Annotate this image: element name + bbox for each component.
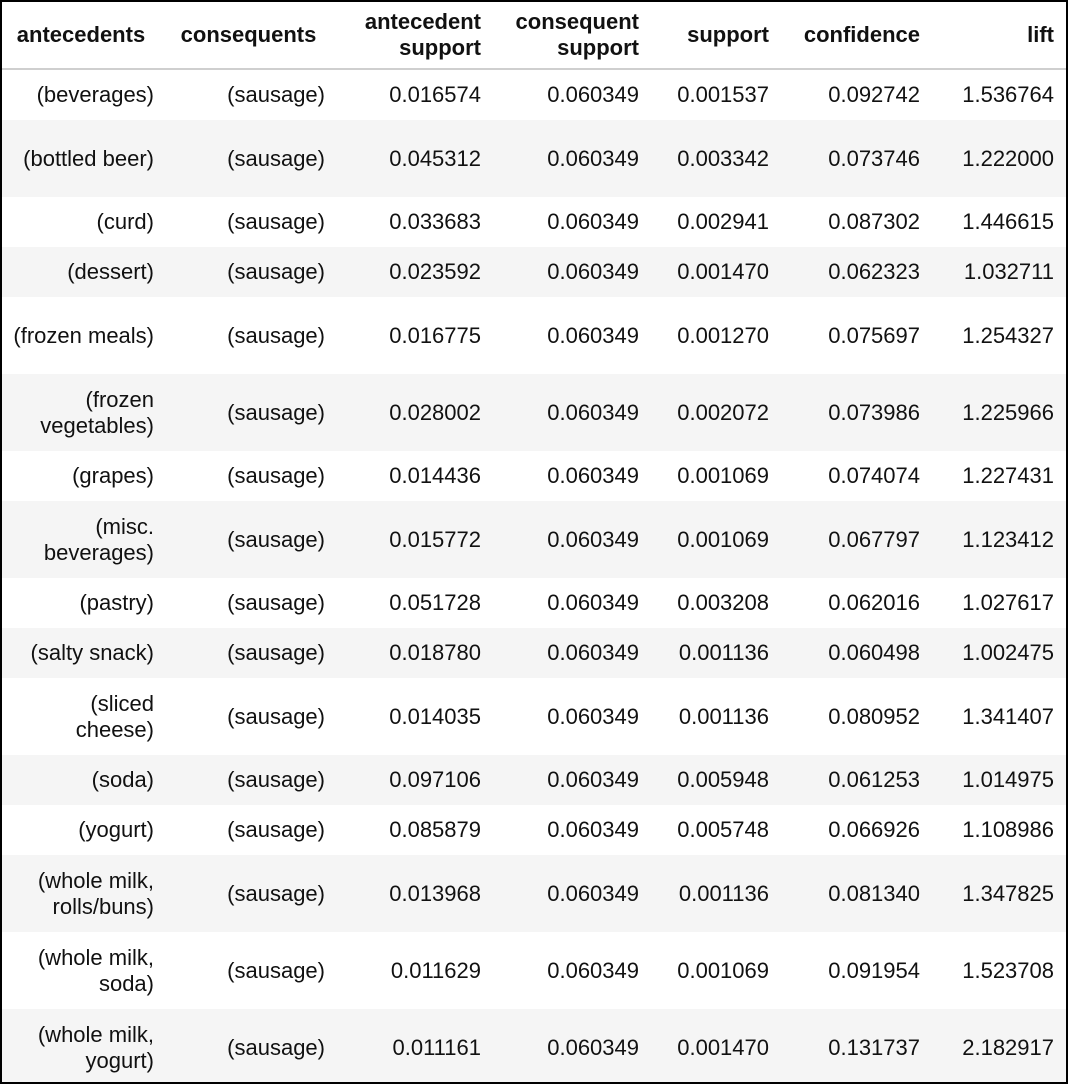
support-cell: 0.001537	[651, 69, 781, 120]
lift-cell: 1.222000	[932, 120, 1066, 197]
antecedents-cell: (whole milk, yogurt)	[2, 1009, 166, 1084]
column-header-lift: lift	[932, 2, 1066, 69]
support-cell: 0.002941	[651, 197, 781, 247]
antecedents-cell: (frozen meals)	[2, 297, 166, 374]
antecedent-support-cell: 0.011161	[337, 1009, 493, 1084]
consequents-cell: (sausage)	[166, 247, 337, 297]
support-cell: 0.002072	[651, 374, 781, 451]
support-cell: 0.001069	[651, 451, 781, 501]
antecedent-support-cell: 0.014035	[337, 678, 493, 755]
header-row	[2, 2, 1066, 69]
antecedent-support-cell: 0.015772	[337, 501, 493, 578]
antecedents-cell: (beverages)	[2, 69, 166, 120]
consequents-cell: (sausage)	[166, 678, 337, 755]
consequents-cell: (sausage)	[166, 120, 337, 197]
support-cell: 0.001069	[651, 501, 781, 578]
lift-cell: 1.225966	[932, 374, 1066, 451]
antecedents-cell: (sliced cheese)	[2, 678, 166, 755]
lift-cell: 1.536764	[932, 69, 1066, 120]
lift-cell: 1.341407	[932, 678, 1066, 755]
table-row	[2, 451, 1066, 501]
consequents-cell: (sausage)	[166, 451, 337, 501]
antecedent-support-cell: 0.014436	[337, 451, 493, 501]
antecedent-support-cell: 0.016775	[337, 297, 493, 374]
table-row	[2, 678, 1066, 755]
table-row	[2, 855, 1066, 932]
confidence-cell: 0.062323	[781, 247, 932, 297]
confidence-cell: 0.081340	[781, 855, 932, 932]
consequent-support-cell: 0.060349	[493, 855, 651, 932]
antecedent-support-cell: 0.045312	[337, 120, 493, 197]
antecedent-support-cell: 0.033683	[337, 197, 493, 247]
association-rules-table	[2, 2, 1066, 1084]
support-cell: 0.001136	[651, 855, 781, 932]
confidence-cell: 0.067797	[781, 501, 932, 578]
consequent-support-cell: 0.060349	[493, 297, 651, 374]
consequents-cell: (sausage)	[166, 805, 337, 855]
consequents-cell: (sausage)	[166, 578, 337, 628]
antecedent-support-cell: 0.013968	[337, 855, 493, 932]
antecedents-cell: (salty snack)	[2, 628, 166, 678]
lift-cell: 1.014975	[932, 755, 1066, 805]
support-cell: 0.003342	[651, 120, 781, 197]
antecedents-cell: (soda)	[2, 755, 166, 805]
confidence-cell: 0.061253	[781, 755, 932, 805]
confidence-cell: 0.080952	[781, 678, 932, 755]
antecedents-cell: (grapes)	[2, 451, 166, 501]
table-row	[2, 501, 1066, 578]
lift-cell: 1.446615	[932, 197, 1066, 247]
table-row	[2, 247, 1066, 297]
antecedents-cell: (whole milk, soda)	[2, 932, 166, 1009]
consequents-cell: (sausage)	[166, 932, 337, 1009]
lift-cell: 1.108986	[932, 805, 1066, 855]
table-row	[2, 297, 1066, 374]
consequent-support-cell: 0.060349	[493, 628, 651, 678]
table-row	[2, 578, 1066, 628]
consequent-support-cell: 0.060349	[493, 578, 651, 628]
consequent-support-cell: 0.060349	[493, 374, 651, 451]
table-row	[2, 120, 1066, 197]
lift-cell: 1.227431	[932, 451, 1066, 501]
consequents-cell: (sausage)	[166, 297, 337, 374]
consequents-cell: (sausage)	[166, 855, 337, 932]
consequent-support-cell: 0.060349	[493, 247, 651, 297]
table-row	[2, 197, 1066, 247]
column-header-antecedents: antecedents	[2, 2, 166, 69]
confidence-cell: 0.062016	[781, 578, 932, 628]
support-cell: 0.001470	[651, 247, 781, 297]
antecedents-cell: (dessert)	[2, 247, 166, 297]
consequent-support-cell: 0.060349	[493, 678, 651, 755]
antecedents-cell: (whole milk, rolls/buns)	[2, 855, 166, 932]
antecedent-support-cell: 0.085879	[337, 805, 493, 855]
consequent-support-cell: 0.060349	[493, 755, 651, 805]
column-header-confidence: confidence	[781, 2, 932, 69]
confidence-cell: 0.075697	[781, 297, 932, 374]
lift-cell: 1.347825	[932, 855, 1066, 932]
table-header	[2, 2, 1066, 69]
table-row	[2, 932, 1066, 1009]
antecedents-cell: (yogurt)	[2, 805, 166, 855]
consequent-support-cell: 0.060349	[493, 120, 651, 197]
column-header-consequent-support: consequent support	[493, 2, 651, 69]
lift-cell: 1.254327	[932, 297, 1066, 374]
table-body	[2, 69, 1066, 1084]
consequents-cell: (sausage)	[166, 628, 337, 678]
support-cell: 0.005948	[651, 755, 781, 805]
confidence-cell: 0.073746	[781, 120, 932, 197]
consequent-support-cell: 0.060349	[493, 1009, 651, 1084]
consequents-cell: (sausage)	[166, 501, 337, 578]
column-header-consequents: consequents	[166, 2, 337, 69]
confidence-cell: 0.060498	[781, 628, 932, 678]
support-cell: 0.001470	[651, 1009, 781, 1084]
antecedents-cell: (bottled beer)	[2, 120, 166, 197]
consequent-support-cell: 0.060349	[493, 501, 651, 578]
antecedent-support-cell: 0.023592	[337, 247, 493, 297]
table-row	[2, 69, 1066, 120]
confidence-cell: 0.092742	[781, 69, 932, 120]
confidence-cell: 0.073986	[781, 374, 932, 451]
lift-cell: 1.032711	[932, 247, 1066, 297]
confidence-cell: 0.091954	[781, 932, 932, 1009]
lift-cell: 1.027617	[932, 578, 1066, 628]
antecedents-cell: (frozen vegetables)	[2, 374, 166, 451]
column-header-antecedent-support: antecedent support	[337, 2, 493, 69]
consequent-support-cell: 0.060349	[493, 451, 651, 501]
antecedent-support-cell: 0.028002	[337, 374, 493, 451]
consequents-cell: (sausage)	[166, 197, 337, 247]
confidence-cell: 0.066926	[781, 805, 932, 855]
table-row	[2, 628, 1066, 678]
consequents-cell: (sausage)	[166, 69, 337, 120]
consequent-support-cell: 0.060349	[493, 69, 651, 120]
antecedent-support-cell: 0.016574	[337, 69, 493, 120]
support-cell: 0.001136	[651, 628, 781, 678]
antecedent-support-cell: 0.051728	[337, 578, 493, 628]
table-row	[2, 374, 1066, 451]
antecedents-cell: (pastry)	[2, 578, 166, 628]
confidence-cell: 0.131737	[781, 1009, 932, 1084]
antecedent-support-cell: 0.097106	[337, 755, 493, 805]
consequent-support-cell: 0.060349	[493, 932, 651, 1009]
lift-cell: 1.523708	[932, 932, 1066, 1009]
lift-cell: 1.002475	[932, 628, 1066, 678]
support-cell: 0.001270	[651, 297, 781, 374]
consequents-cell: (sausage)	[166, 755, 337, 805]
consequent-support-cell: 0.060349	[493, 197, 651, 247]
consequents-cell: (sausage)	[166, 374, 337, 451]
antecedents-cell: (misc. beverages)	[2, 501, 166, 578]
table-row	[2, 1009, 1066, 1084]
antecedent-support-cell: 0.018780	[337, 628, 493, 678]
consequent-support-cell: 0.060349	[493, 805, 651, 855]
confidence-cell: 0.074074	[781, 451, 932, 501]
lift-cell: 1.123412	[932, 501, 1066, 578]
table-row	[2, 755, 1066, 805]
antecedents-cell: (curd)	[2, 197, 166, 247]
support-cell: 0.005748	[651, 805, 781, 855]
lift-cell: 2.182917	[932, 1009, 1066, 1084]
table-row	[2, 805, 1066, 855]
antecedent-support-cell: 0.011629	[337, 932, 493, 1009]
consequents-cell: (sausage)	[166, 1009, 337, 1084]
support-cell: 0.003208	[651, 578, 781, 628]
support-cell: 0.001136	[651, 678, 781, 755]
support-cell: 0.001069	[651, 932, 781, 1009]
confidence-cell: 0.087302	[781, 197, 932, 247]
column-header-support: support	[651, 2, 781, 69]
